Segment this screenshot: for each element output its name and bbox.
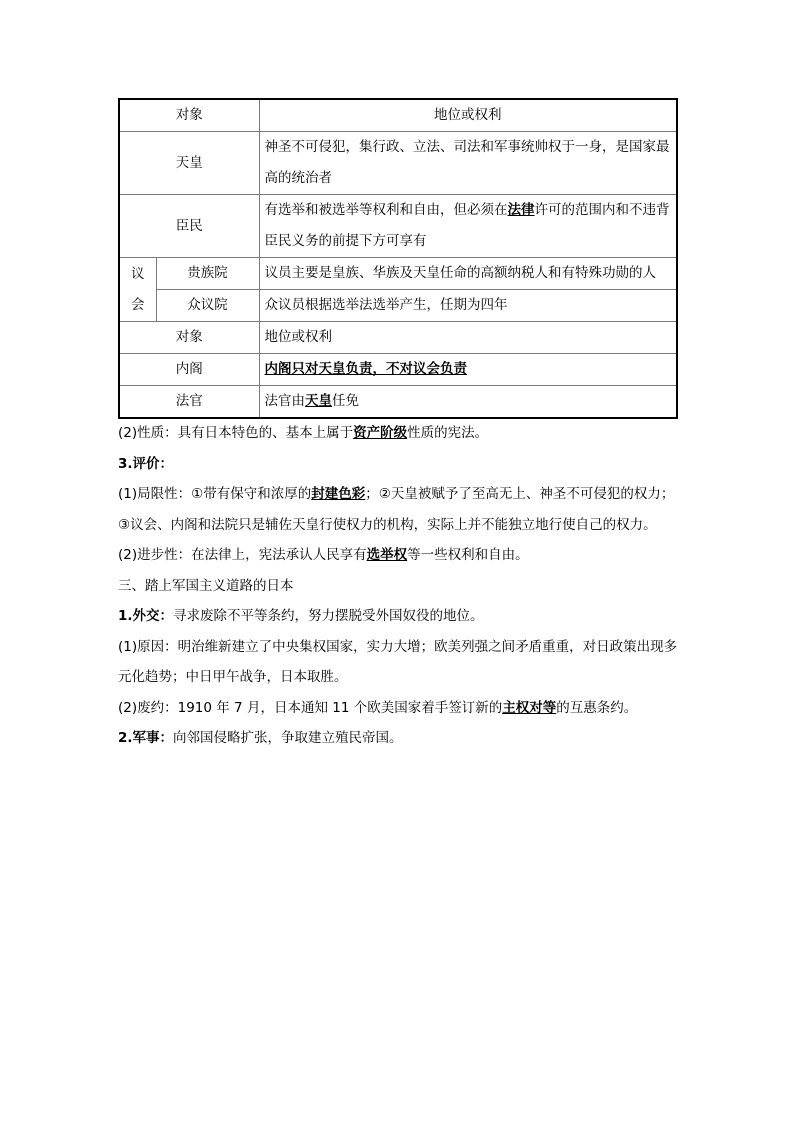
header-rights: 地位或权利 (259, 99, 677, 132)
judges-subject: 法官 (119, 386, 259, 419)
military-paragraph: 2.军事：向邻国侵略扩张，争取建立殖民帝国。 (118, 730, 403, 746)
bold-bourgeois: 资产阶级 (353, 425, 408, 441)
progress-paragraph: (2)进步性：在法律上，宪法承认人民享有选举权等一些权利和自由。 (118, 547, 529, 563)
bold-cabinet: 内阁只对天皇负责，不对议会负责 (264, 361, 467, 377)
subjects-rights: 有选举和被选举等权利和自由，但必须在法律许可的范围内和不违背臣民义务的前提下方可享有 (259, 195, 677, 258)
military-heading: 2.军事： (118, 730, 174, 746)
house-rights: 众议员根据选举法选举产生，任期为四年 (259, 290, 677, 322)
section-three-heading: 三、踏上军国主义道路的日本 (118, 577, 294, 594)
limitation-paragraph: (1)局限性：①带有保守和浓厚的封建色彩；②天皇被赋予了至高无上、神圣不可侵犯的权力；③议会、内阁和法院只是辅佐天皇行使权力的机构，实际上并不能独立地行使自己的权力。 (118, 486, 675, 533)
nature-paragraph: (2)性质：具有日本特色的、基本上属于资产阶级性质的宪法。 (118, 425, 489, 441)
diplomacy-heading: 1.外交： (118, 608, 174, 624)
table-row-subjects (119, 195, 677, 258)
emperor-subject: 天皇 (119, 132, 259, 195)
peers-subject: 贵族院 (156, 258, 259, 290)
bold-sovereignty: 主权对等 (502, 699, 557, 716)
bold-suffrage: 选举权 (366, 547, 408, 563)
table-row-emperor (119, 132, 677, 195)
bold-emperor: 天皇 (305, 393, 332, 409)
emperor-rights: 神圣不可侵犯，集行政、立法、司法和军事统帅权于一身，是国家最高的统治者 (259, 132, 677, 195)
cabinet-subject: 内阁 (119, 354, 259, 386)
diplomacy-paragraph: 1.外交：寻求废除不平等条约，努力摆脱受外国奴役的地位。 (118, 608, 484, 624)
body-text (118, 418, 678, 754)
reason-paragraph: (1)原因：明治维新建立了中央集权国家，实力大增；欧美列强之间矛盾重重，对日政策出现多元化趋势；中日甲午战争，日本取胜。 (118, 638, 678, 685)
subjects-subject: 臣民 (119, 195, 259, 258)
house-subject: 众议院 (156, 290, 259, 322)
table-row-judges (119, 386, 677, 419)
diet-label: 议 会 (119, 258, 156, 322)
abolish-paragraph: (2)废约：1910 年 7 月，日本通知 11 个欧美国家着手签订新的主权对等的互惠条约。 (118, 699, 638, 716)
evaluation-heading: 3.评价： (118, 455, 174, 472)
table-header-row (119, 99, 677, 132)
cabinet-rights (259, 354, 677, 386)
header2-rights: 地位或权利 (259, 322, 677, 354)
peers-rights: 议员主要是皇族、华族及天皇任命的高额纳税人和有特殊功勋的人 (259, 258, 677, 290)
table-header-row-2 (119, 322, 677, 354)
table-row-peers (119, 258, 677, 290)
table-row-house (119, 290, 677, 322)
bold-law: 法律 (507, 202, 535, 218)
header2-subject: 对象 (119, 322, 259, 354)
bold-feudal: 封建色彩 (311, 486, 366, 502)
judges-rights: 法官由天皇任免 (259, 386, 677, 419)
constitution-rights-table (118, 98, 678, 419)
table-row-cabinet (119, 354, 677, 386)
header-subject: 对象 (119, 99, 259, 132)
